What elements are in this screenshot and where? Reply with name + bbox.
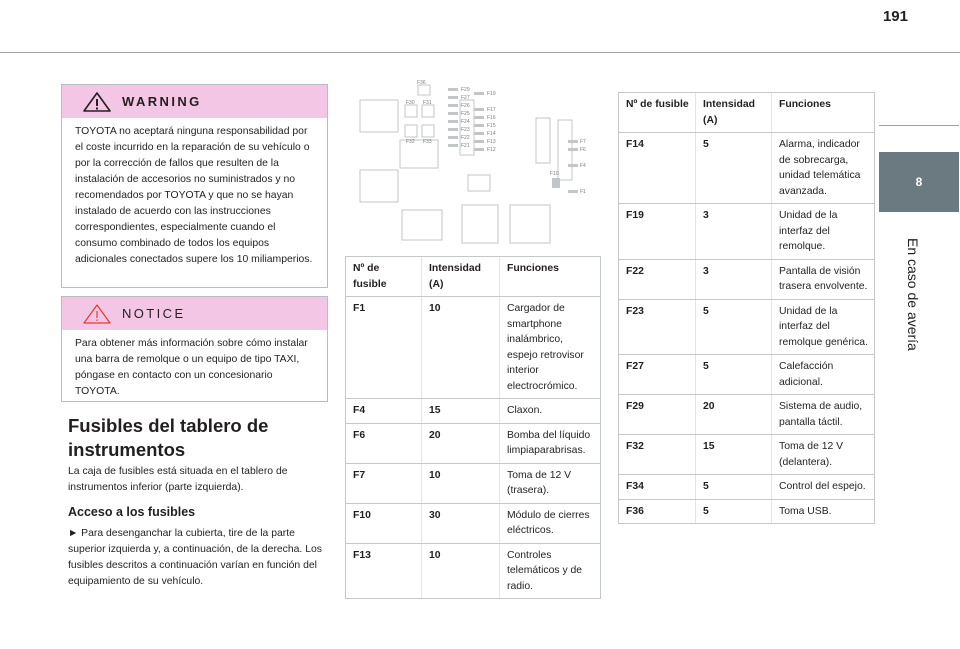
fuse-number: F27 bbox=[619, 355, 696, 395]
table-row bbox=[619, 435, 875, 475]
table-header-row bbox=[346, 257, 601, 297]
diagram-label-f15: F15 bbox=[487, 123, 496, 129]
diagram-label-f13: F13 bbox=[487, 139, 496, 145]
diagram-label-f26: F26 bbox=[461, 103, 470, 109]
top-rule bbox=[0, 52, 960, 53]
fuse-amps: 5 bbox=[696, 299, 772, 355]
fuse-function: Claxon. bbox=[500, 399, 601, 424]
warning-box bbox=[61, 84, 328, 288]
fuse-amps: 3 bbox=[696, 259, 772, 299]
table-row bbox=[346, 543, 601, 599]
table-row bbox=[619, 259, 875, 299]
fuse-number: F14 bbox=[619, 133, 696, 204]
table-row bbox=[619, 395, 875, 435]
diagram-label-f31: F31 bbox=[423, 100, 432, 106]
fuse-function: Calefacción adicional. bbox=[772, 355, 875, 395]
header-amps: Intensidad (A) bbox=[696, 93, 772, 133]
fuse-function: Unidad de la interfaz del remolque. bbox=[772, 204, 875, 260]
fuse-number: F4 bbox=[346, 399, 422, 424]
fuse-function: Toma de 12 V (delantera). bbox=[772, 435, 875, 475]
header-functions: Funciones bbox=[772, 93, 875, 133]
header-amps: Intensidad (A) bbox=[422, 257, 500, 297]
fuse-function: Toma de 12 V (trasera). bbox=[500, 463, 601, 503]
notice-box bbox=[61, 296, 328, 402]
header-fuse: Nº de fusible bbox=[346, 257, 422, 297]
fuse-number: F6 bbox=[346, 423, 422, 463]
fuse-number: F10 bbox=[346, 503, 422, 543]
diagram-label-f27: F27 bbox=[461, 95, 470, 101]
fuse-number: F36 bbox=[619, 499, 696, 524]
fuse-amps: 5 bbox=[696, 475, 772, 500]
table-row bbox=[619, 355, 875, 395]
fuse-number: F7 bbox=[346, 463, 422, 503]
fuse-number: F13 bbox=[346, 543, 422, 599]
diagram-label-f16: F16 bbox=[487, 115, 496, 121]
fuse-amps: 20 bbox=[422, 423, 500, 463]
subsection-text: ► Para desenganchar la cubierta, tire de la parte superior izquierda y, a continuación, de la derecha. Los fusibles descritos a continuación varían en función del equipamiento de su vehículo. bbox=[68, 528, 322, 587]
fuse-number: F1 bbox=[346, 297, 422, 399]
diagram-label-f14: F14 bbox=[487, 131, 496, 137]
fuse-function: Unidad de la interfaz del remolque genérica. bbox=[772, 299, 875, 355]
table-row bbox=[619, 204, 875, 260]
warning-icon bbox=[82, 91, 112, 113]
fuse-amps: 10 bbox=[422, 297, 500, 399]
fuse-amps: 15 bbox=[696, 435, 772, 475]
table-row bbox=[619, 299, 875, 355]
diagram-label-f12: F12 bbox=[487, 147, 496, 153]
fuse-function: Bomba del líquido limpiaparabrisas. bbox=[500, 423, 601, 463]
fuse-amps: 5 bbox=[696, 499, 772, 524]
notice-header bbox=[62, 297, 327, 330]
table-row bbox=[619, 499, 875, 524]
diagram-label-f4: F4 bbox=[580, 163, 586, 169]
subsection-title: Acceso a los fusibles bbox=[68, 505, 196, 519]
diagram-label-f7: F7 bbox=[580, 139, 586, 145]
chapter-tab[interactable]: 8 bbox=[879, 152, 959, 212]
fuse-number: F32 bbox=[619, 435, 696, 475]
diagram-label-f23: F23 bbox=[461, 127, 470, 133]
fuse-amps: 10 bbox=[422, 543, 500, 599]
diagram-label-f6: F6 bbox=[580, 147, 586, 153]
notice-text: Para obtener más información sobre cómo instalar una barra de remolque o un equipo de tipo TAXI, póngase en contacto con un concesionario TOYOTA. bbox=[75, 338, 308, 397]
table-row bbox=[346, 297, 601, 399]
diagram-label-f17: F17 bbox=[487, 107, 496, 113]
diagram-label-f22: F22 bbox=[461, 135, 470, 141]
fuse-table-left bbox=[345, 256, 601, 599]
diagram-label-f32: F32 bbox=[406, 139, 415, 145]
diagram-label-f30: F30 bbox=[406, 100, 415, 106]
diagram-label-f19: F19 bbox=[487, 91, 496, 97]
fuse-amps: 30 bbox=[422, 503, 500, 543]
table-row bbox=[346, 423, 601, 463]
fuse-amps: 5 bbox=[696, 355, 772, 395]
chapter-title: En caso de avería bbox=[905, 238, 921, 351]
notice-icon bbox=[82, 303, 112, 325]
table-row bbox=[346, 463, 601, 503]
warning-title: WARNING bbox=[122, 94, 202, 109]
fuse-amps: 15 bbox=[422, 399, 500, 424]
fuse-number: F19 bbox=[619, 204, 696, 260]
section-intro: La caja de fusibles está situada en el tablero de instrumentos inferior (parte izquierda). bbox=[68, 466, 288, 493]
diagram-label-f21: F21 bbox=[461, 143, 470, 149]
fuse-number: F29 bbox=[619, 395, 696, 435]
section-title: Fusibles del tablero de instrumentos bbox=[68, 415, 269, 460]
header-fuse: Nº de fusible bbox=[619, 93, 696, 133]
diagram-label-f1: F1 bbox=[580, 189, 586, 195]
diagram-label-f36: F36 bbox=[417, 80, 426, 86]
fuse-function: Cargador de smartphone inalámbrico, espejo retrovisor interior electrocrómico. bbox=[500, 297, 601, 399]
fuse-number: F22 bbox=[619, 259, 696, 299]
fuse-function: Pantalla de visión trasera envolvente. bbox=[772, 259, 875, 299]
page-number: 191 bbox=[882, 8, 908, 25]
diagram-label-f25: F25 bbox=[461, 111, 470, 117]
fuse-amps: 3 bbox=[696, 204, 772, 260]
table-row bbox=[619, 133, 875, 204]
warning-text: TOYOTA no aceptará ninguna responsabilidad por el coste incurrido en la reparación de su vehículo o por la corrección de fallos que resulten de la instalación de accesorios no suministrados y no recomendados por TOYOTA y que no se hayan instalado de acuerdo con las instrucciones correspondientes, especialmente cuando el consumo combinado de todos los equipos adicionales conectados supere los 10 miliamperios. bbox=[75, 126, 313, 265]
fuse-function: Toma USB. bbox=[772, 499, 875, 524]
fuse-function: Módulo de cierres eléctricos. bbox=[500, 503, 601, 543]
fuse-number: F23 bbox=[619, 299, 696, 355]
table-row bbox=[346, 503, 601, 543]
fuse-table-right bbox=[618, 92, 875, 524]
fuse-amps: 20 bbox=[696, 395, 772, 435]
fuse-function: Controles telemáticos y de radio. bbox=[500, 543, 601, 599]
fuse-box-diagram bbox=[350, 80, 600, 250]
fuse-amps: 10 bbox=[422, 463, 500, 503]
diagram-label-f24: F24 bbox=[461, 119, 470, 125]
fuse-function: Alarma, indicador de sobrecarga, unidad telemática avanzada. bbox=[772, 133, 875, 204]
table-row bbox=[346, 399, 601, 424]
diagram-label-f10: F10 bbox=[550, 171, 559, 177]
table-header-row bbox=[619, 93, 875, 133]
side-divider bbox=[879, 125, 959, 126]
warning-header bbox=[62, 85, 327, 118]
header-functions: Funciones bbox=[500, 257, 601, 297]
fuse-number: F34 bbox=[619, 475, 696, 500]
fuse-amps: 5 bbox=[696, 133, 772, 204]
fuse-function: Sistema de audio, pantalla táctil. bbox=[772, 395, 875, 435]
notice-title: NOTICE bbox=[122, 306, 186, 321]
fuse-function: Control del espejo. bbox=[772, 475, 875, 500]
diagram-label-f33: F33 bbox=[423, 139, 432, 145]
diagram-label-f29: F29 bbox=[461, 87, 470, 93]
table-row bbox=[619, 475, 875, 500]
